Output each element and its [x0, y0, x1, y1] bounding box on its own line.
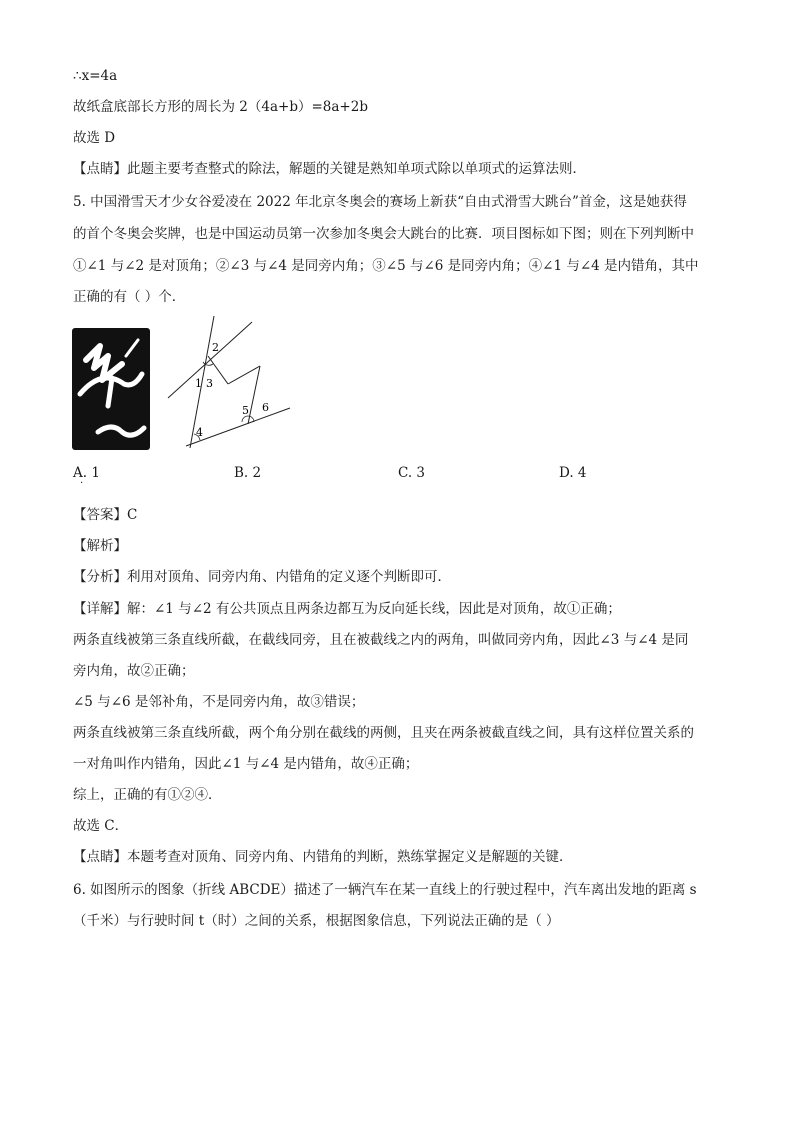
detail-line-2: 两条直线被第三条直线所截，在截线同旁，且在被截线之内的两角，叫做同旁内角，因此∠3 与∠4 是同 — [73, 632, 689, 648]
option-c: C. 3 — [398, 465, 426, 481]
angle-label-2: 2 — [212, 341, 219, 354]
detail-line-5: 两条直线被第三条直线所截，两个角分别在截线的两侧，且夹在两条被截直线之间，具有这样位置关系的 — [73, 725, 694, 741]
question-5-line-4: 正确的有（ ）个． — [73, 289, 186, 305]
angle-label-3: 3 — [206, 377, 213, 390]
answer-line: 【答案】C — [73, 507, 138, 523]
detail-line-1: 【详解】解：∠1 与∠2 有公共顶点且两条边都互为反向延长线，因此是对顶角，故①正确； — [73, 601, 621, 617]
comment-line: 【点睛】本题考查对顶角、同旁内角、内错角的判断，熟练掌握定义是解题的关键． — [73, 849, 573, 865]
detail-line-3: 旁内角，故②正确； — [73, 663, 195, 679]
detail-line-7: 综上，正确的有①②④． — [73, 787, 222, 803]
question-6-line-2: （千米）与行驶时间 t（时）之间的关系，根据图象信息，下列说法正确的是（ ） — [73, 913, 560, 929]
stray-dot: · — [80, 478, 84, 489]
detail-line-4: ∠5 与∠6 是邻补角，不是同旁内角，故③错误； — [73, 694, 365, 710]
question-6-line-1: 6. 如图所示的图象（折线 ABCDE）描述了一辆汽车在某一直线上的行驶过程中，汽车离出发地的距离 s — [73, 882, 697, 898]
angle-label-6: 6 — [262, 401, 269, 414]
line-2: 故纸盒底部长方形的周长为 2（4a+b）=8a+2b — [73, 99, 368, 115]
option-d: D. 4 — [559, 465, 587, 481]
line-3: 故选 D — [73, 130, 116, 146]
detail-line-6: 一对角叫作内错角，因此∠1 与∠4 是内错角，故④正确； — [73, 756, 419, 772]
question-5-line-2: 的首个冬奥会奖牌，也是中国运动员第一次参加冬奥会大跳台的比赛．项目图标如下图；则在下列判断中 — [73, 226, 694, 242]
question-5-line-3: ①∠1 与∠2 是对顶角；②∠3 与∠4 是同旁内角；③∠5 与∠6 是同旁内角；④∠1 与∠4 是内错角，其中 — [73, 258, 699, 274]
angle-label-5: 5 — [242, 404, 249, 417]
option-b: B. 2 — [234, 465, 262, 481]
line-1: ∴x=4a — [73, 68, 118, 84]
analysis-heading: 【解析】 — [73, 538, 127, 554]
question-5-line-1: 5. 中国滑雪天才少女谷爱凌在 2022 年北京冬奥会的赛场上新获“自由式滑雪大跳台”首金，这是她获得 — [73, 194, 687, 210]
angle-diagram — [158, 312, 298, 454]
angle-label-4: 4 — [196, 426, 203, 439]
detail-line-8: 故选 C． — [73, 818, 129, 834]
analysis-line: 【分析】利用对顶角、同旁内角、内错角的定义逐个判断即可． — [73, 569, 451, 585]
option-a: A. 1 — [73, 465, 100, 481]
skier-icon — [72, 328, 150, 450]
angle-label-1: 1 — [195, 377, 202, 390]
line-4: 【点睛】此题主要考查整式的除法，解题的关键是熟知单项式除以单项式的运算法则． — [73, 161, 586, 177]
